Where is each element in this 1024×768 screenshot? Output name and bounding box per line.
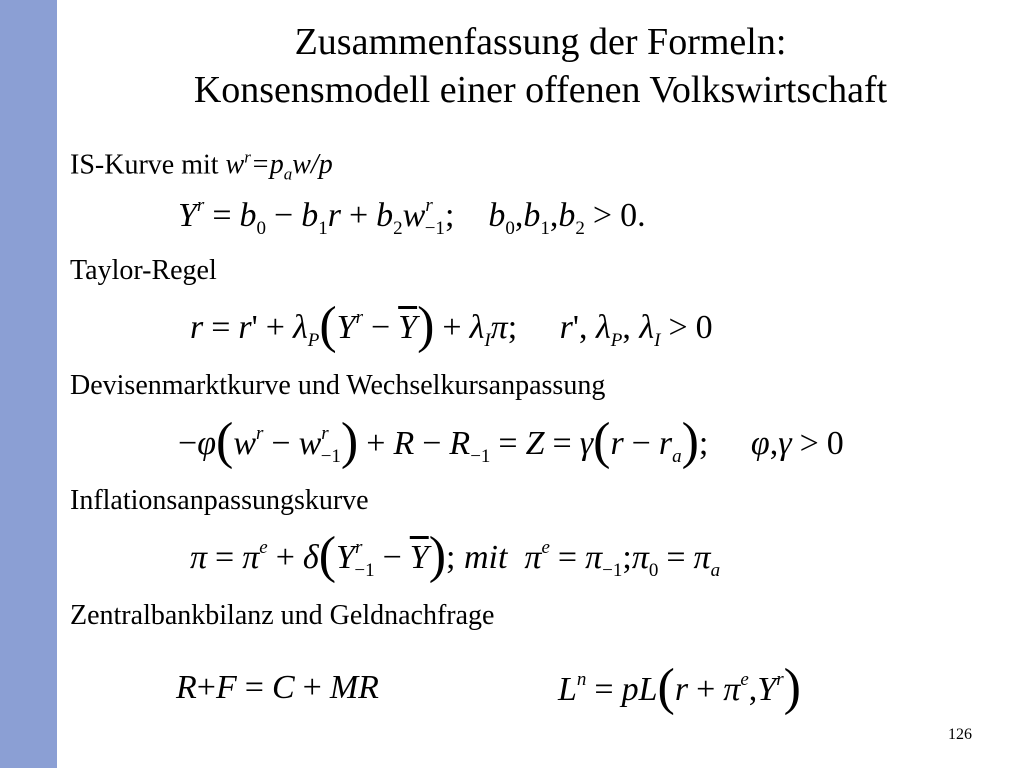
title-line-2: Konsensmodell einer offenen Volkswirtschaft <box>193 69 888 111</box>
taylor-rule-heading: Taylor-Regel <box>70 255 217 286</box>
taylor-rule-equation: $r = r' + \lambda_P(Y^r - \overline{Y}) + \lambda_I\pi$; r', $\lambda_P$, $\lambda_I > 0$ <box>190 297 713 354</box>
is-curve-heading: IS-Kurve mit $w^r=p_aw/p$ <box>70 148 333 184</box>
forex-equation: $-\varphi(w^r - w^r_{-1}) + R - R_{-1} = Z = \gamma(r - r_a)$; φ,γ > 0 <box>178 413 844 470</box>
slide-title <box>57 18 1024 114</box>
central-bank-heading: Zentralbankbilanz und Geldnachfrage <box>70 600 495 631</box>
is-curve-equation: $Y^r = b_0 - b_1r + b_2w^r_{-1}$; $b_0,b_1,b_2 > 0$. <box>178 195 646 239</box>
slide-number: 126 <box>948 726 972 743</box>
inflation-equation: $\pi = \pi^e + \delta(Y^r_{-1} - \overline{Y})$; mit $\pi^e$ = $\pi_{-1};\pi_0 = \pi_a$ <box>190 527 721 584</box>
title-line-1: Zusammenfassung der Formeln: <box>294 21 787 63</box>
inflation-heading: Inflationsanpassungskurve <box>70 485 369 516</box>
forex-heading: Devisenmarktkurve und Wechselkursanpassung <box>70 370 606 401</box>
central-bank-balance-equation: R+F = C + MR <box>176 669 379 706</box>
money-demand-equation: $L^n = pL(r + \pi^e,Y^r)$ <box>558 659 801 716</box>
slide-sidebar-bar <box>0 0 57 768</box>
